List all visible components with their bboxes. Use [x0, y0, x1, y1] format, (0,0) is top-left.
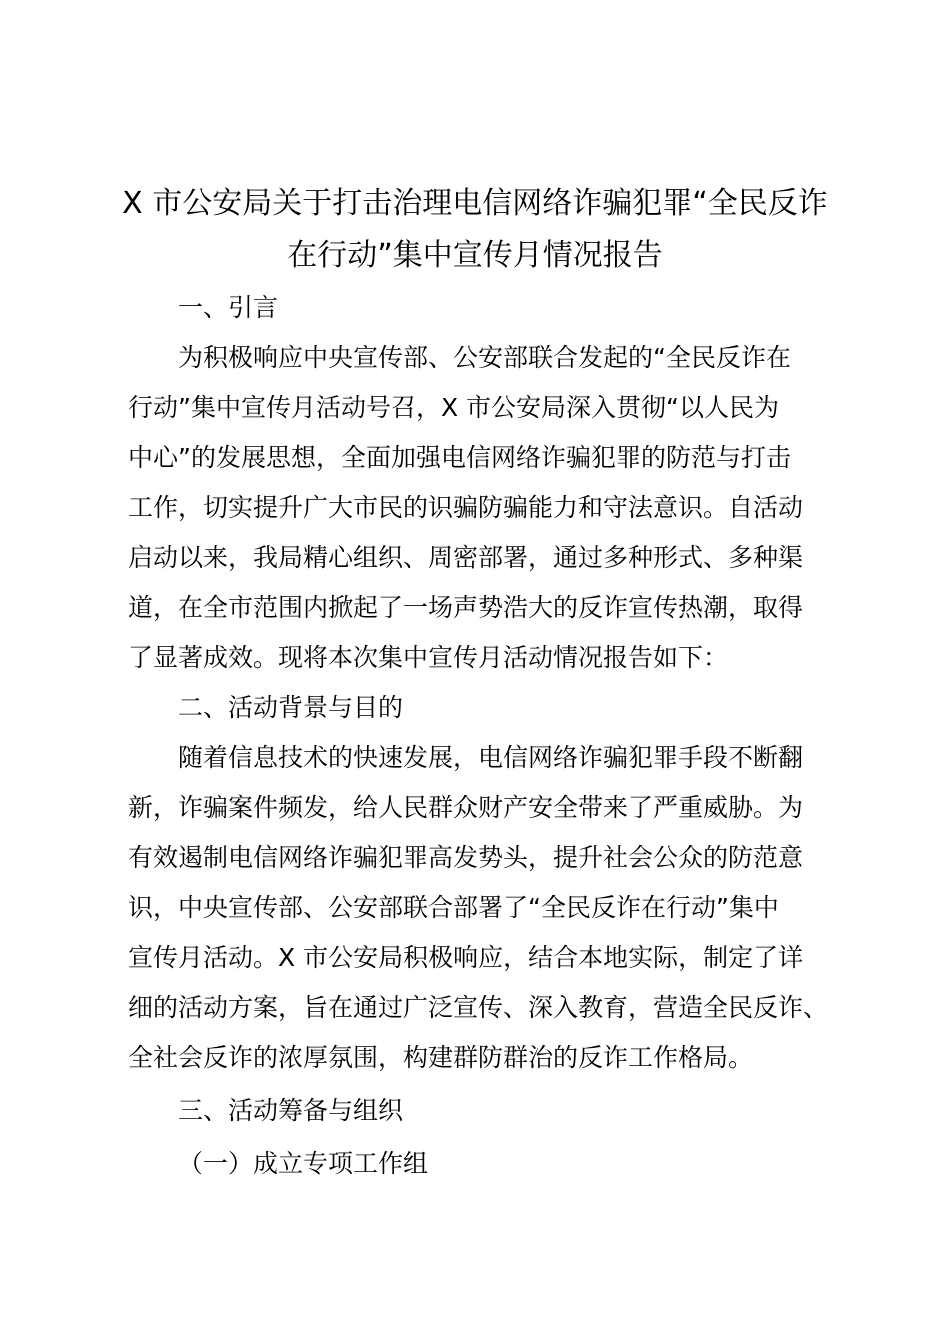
paragraph-line: 中心”的发展思想，全面加强电信网络诈骗犯罪的防范与打击	[128, 443, 791, 472]
paragraph-line: 随着信息技术的快速发展，电信网络诈骗犯罪手段不断翻	[178, 743, 804, 772]
section-heading-background: 二、活动背景与目的	[178, 693, 404, 722]
paragraph-line: 有效遏制电信网络诈骗犯罪高发势头，提升社会公众的防范意	[128, 843, 804, 872]
paragraph-line: 了显著成效。现将本次集中宣传月活动情况报告如下：	[128, 643, 729, 672]
paragraph-line: 启动以来，我局精心组织、周密部署，通过多种形式、多种渠	[128, 543, 804, 572]
document-title	[110, 178, 840, 282]
section-heading-preparation: 三、活动筹备与组织	[178, 1096, 404, 1125]
document-body	[128, 283, 848, 1189]
paragraph-line: 工作，切实提升广大市民的识骗防骗能力和守法意识。自活动	[128, 493, 804, 522]
title-line: X 市公安局关于打击治理电信网络诈骗犯罪“全民反诈	[122, 186, 828, 221]
paragraph-line: 新，诈骗案件频发，给人民群众财产安全带来了严重威胁。为	[128, 793, 804, 822]
subsection-heading: （一）成立专项工作组	[178, 1149, 429, 1178]
paragraph-line: 细的活动方案，旨在通过广泛宣传、深入教育，营造全民反诈、	[128, 993, 829, 1022]
paragraph-line: 道，在全市范围内掀起了一场声势浩大的反诈宣传热潮，取得	[128, 593, 804, 622]
section-heading-introduction: 一、引言	[178, 293, 279, 322]
paragraph-line: 宣传月活动。X 市公安局积极响应，结合本地实际，制定了详	[128, 943, 804, 972]
paragraph-line: 行动”集中宣传月活动号召，X 市公安局深入贯彻“以人民为	[128, 393, 779, 422]
paragraph-line: 识，中央宣传部、公安部联合部署了“全民反诈在行动”集中	[128, 893, 779, 922]
paragraph-line: 为积极响应中央宣传部、公安部联合发起的“全民反诈在	[178, 343, 791, 372]
paragraph-line: 全社会反诈的浓厚氛围，构建群防群治的反诈工作格局。	[128, 1043, 754, 1072]
title-line: 在行动”集中宣传月情况报告	[287, 238, 663, 273]
